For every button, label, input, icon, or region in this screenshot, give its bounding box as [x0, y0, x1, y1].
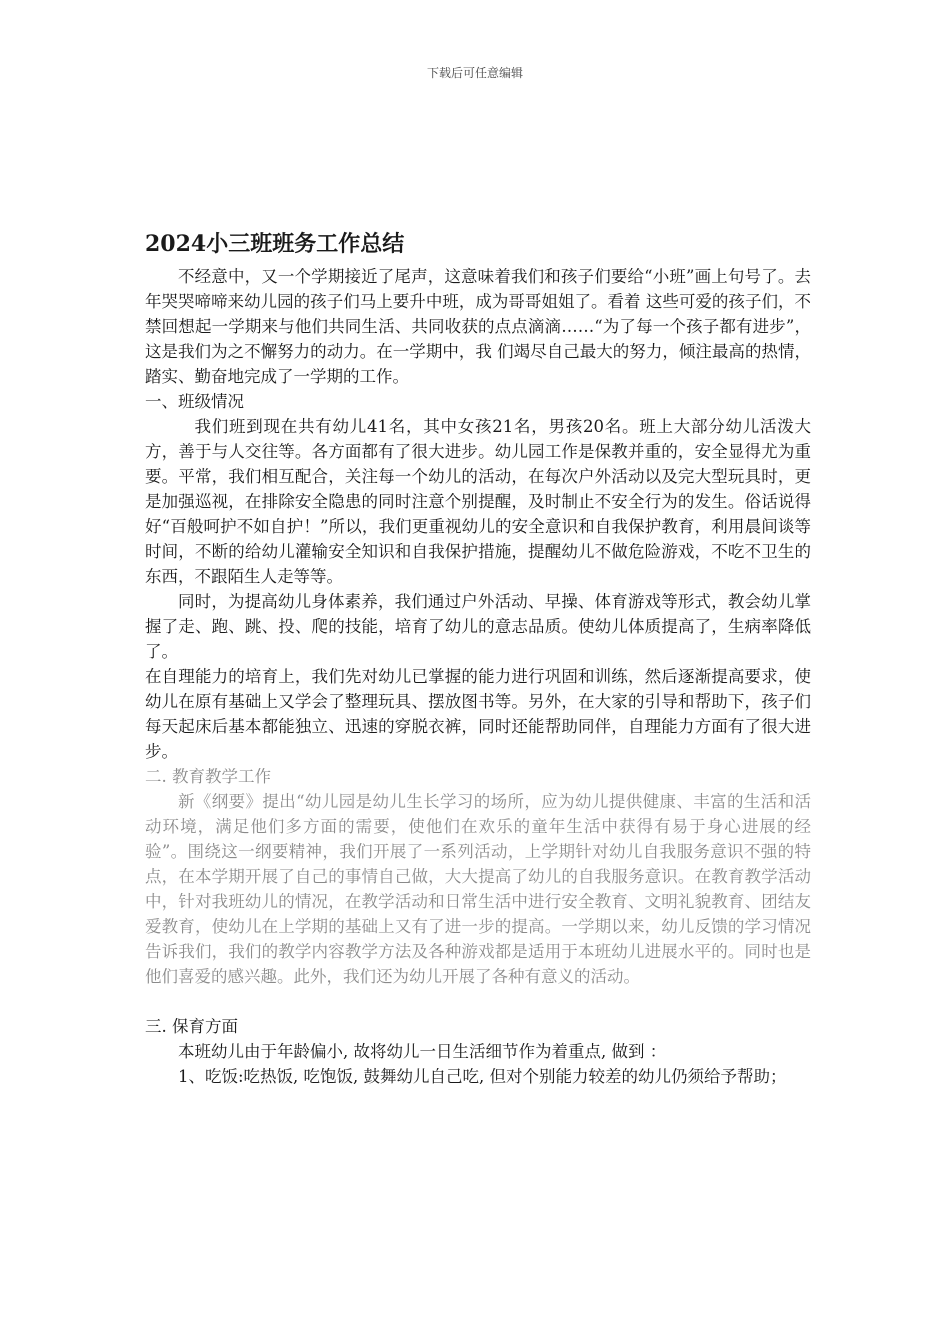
document-body — [145, 264, 811, 1089]
section-3-paragraph-1: 本班幼儿由于年龄偏小, 故将幼儿一日生活细节作为着重点, 做到 ： — [178, 1042, 667, 1061]
section-1-paragraph-2: 同时，为提高幼儿身体素养，我们通过户外活动、早操、体育游戏等形式，教会幼儿掌握了走、跑、跳、投、爬的技能，培育了幼儿的意志品质。使幼儿体质提高了，生病率降低了。 — [145, 592, 811, 661]
page-header-note: 下载后可任意编辑 — [426, 66, 523, 80]
document-title: 2024小三班班务工作总结 — [145, 231, 405, 257]
section-2-heading: 二. 教育教学工作 — [145, 767, 271, 786]
blank-line — [145, 989, 811, 1014]
intro-paragraph: 不经意中，又一个学期接近了尾声，这意味着我们和孩子们要给“小班”画上句号了。去年哭哭啼啼来幼儿园的孩子们马上要升中班，成为哥哥姐姐了。看着 这些可爱的孩子们，不禁回想起一学期来与他们共同生活、共同收获的点点滴滴……“为了每一个孩子都有进步”，这是我们为之不懈努力的动力。在一学期中，我 们竭尽自己最大的努力，倾注最高的热情，踏实、勤奋地完成了一学期的工作。 — [145, 267, 811, 386]
section-1-heading: 一、班级情况 — [145, 392, 244, 411]
section-1-paragraph-3: 在自理能力的培育上，我们先对幼儿已掌握的能力进行巩固和训练，然后逐渐提高要求，使幼儿在原有基础上又学会了整理玩具、摆放图书等。另外，在大家的引导和帮助下，孩子们每天起床后基本都能独立、迅速的穿脱衣裤，同时还能帮助同伴，自理能力方面有了很大进步。 — [145, 667, 811, 761]
section-1-paragraph-1: 我们班到现在共有幼儿41名，其中女孩21名，男孩20名。班上大部分幼儿活泼大方，善于与人交往等。各方面都有了很大进步。幼儿园工作是保教并重的，安全显得尤为重要。平常，我们相互配合，关注每一个幼儿的活动，在每次户外活动以及完大型玩具时，更是加强巡视，在排除安全隐患的同时注意个别提醒，及时制止不安全行为的发生。俗话说得好“百般呵护不如自护！”所以，我们更重视幼儿的安全意识和自我保护教育，利用晨间谈等时间，不断的给幼儿灌输安全知识和自我保护措施，提醒幼儿不做危险游戏，不吃不卫生的东西，不跟陌生人走等等。 — [145, 417, 811, 586]
section-3-list-item-1: 1、吃饭:吃热饭, 吃饱饭, 鼓舞幼儿自己吃, 但对个别能力较差的幼儿仍须给予帮助； — [178, 1067, 787, 1086]
section-2-paragraph-1: 新《纲要》提出“幼儿园是幼儿生长学习的场所，应为幼儿提供健康、丰富的生活和活动环境，满足他们多方面的需要，使他们在欢乐的童年生活中获得有易于身心进展的经验”。围绕这一纲要精神，我们开展了一系列活动，上学期针对幼儿自我服务意识不强的特点，在本学期开展了自己的事情自己做，大大提高了幼儿的自我服务意识。在教育教学活动中，针对我班幼儿的情况，在教学活动和日常生活中进行安全教育、文明礼貌教育、团结友爱教育，使幼儿在上学期的基础上又有了进一步的提高。一学期以来，幼儿反馈的学习情况告诉我们，我们的教学内容教学方法及各种游戏都是适用于本班幼儿进展水平的。同时也是他们喜爱的感兴趣。此外，我们还为幼儿开展了各种有意义的活动。 — [145, 792, 811, 986]
section-3-heading: 三. 保育方面 — [145, 1017, 238, 1036]
